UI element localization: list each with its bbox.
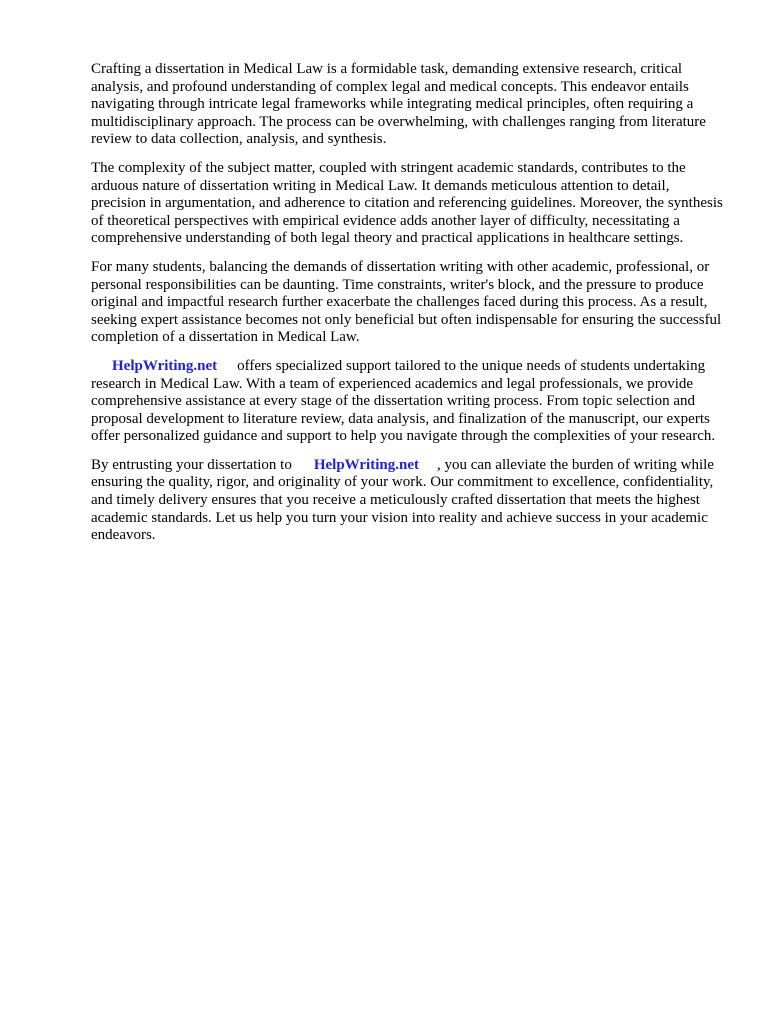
document-page: [91, 61, 723, 556]
paragraph-closing: [91, 457, 723, 545]
paragraph-closing-text: , you can alleviate the burden of writing while ensuring the quality, rigor, and originality of your work. Our commitment to excellence, confidentiality, and timely delivery ensures that you receive a meticulously crafted dissertation that meets the highest academic standards. Let us help you turn your vision into reality and achieve success in your academic endeavors.: [91, 456, 714, 544]
paragraph-service: [91, 358, 723, 446]
helpwriting-link-inline[interactable]: HelpWriting.net: [313, 456, 419, 473]
paragraph-closing-lead: By entrusting your dissertation to: [91, 456, 292, 473]
paragraph-complexity: The complexity of the subject matter, coupled with stringent academic standards, contributes to the arduous nature of dissertation writing in Medical Law. It demands meticulous attention to detail, precision in argumentation, and adherence to citation and referencing guidelines. Moreover, the synthesis of theoretical perspectives with empirical evidence adds another layer of difficulty, necessitating a comprehensive understanding of both legal theory and practical applications in healthcare settings.: [91, 159, 723, 247]
paragraph-intro: Crafting a dissertation in Medical Law is a formidable task, demanding extensive research, critical analysis, and profound understanding of complex legal and medical concepts. This endeavor entails navigating through intricate legal frameworks while integrating medical principles, often requiring a multidisciplinary approach. The process can be overwhelming, with challenges ranging from literature review to data collection, analysis, and synthesis.: [91, 61, 706, 148]
helpwriting-link[interactable]: HelpWriting.net: [112, 357, 218, 374]
paragraph-service-text: offers specialized support tailored to the unique needs of students undertaking research in Medical Law. With a team of experienced academics and legal professionals, we provide comprehensive assistance at every stage of the dissertation writing process. From topic selection and proposal development to literature review, data analysis, and finalization of the manuscript, our experts offer personalized guidance and support to help you navigate through the complexities of your research.: [91, 357, 716, 445]
paragraph-students: For many students, balancing the demands of dissertation writing with other academic, professional, or personal responsibilities can be daunting. Time constraints, writer's block, and the pressure to produce original and impactful research further exacerbate the challenges faced during this process. As a result, seeking expert assistance becomes not only beneficial but often indispensable for ensuring the successful completion of a dissertation in Medical Law.: [91, 258, 722, 346]
